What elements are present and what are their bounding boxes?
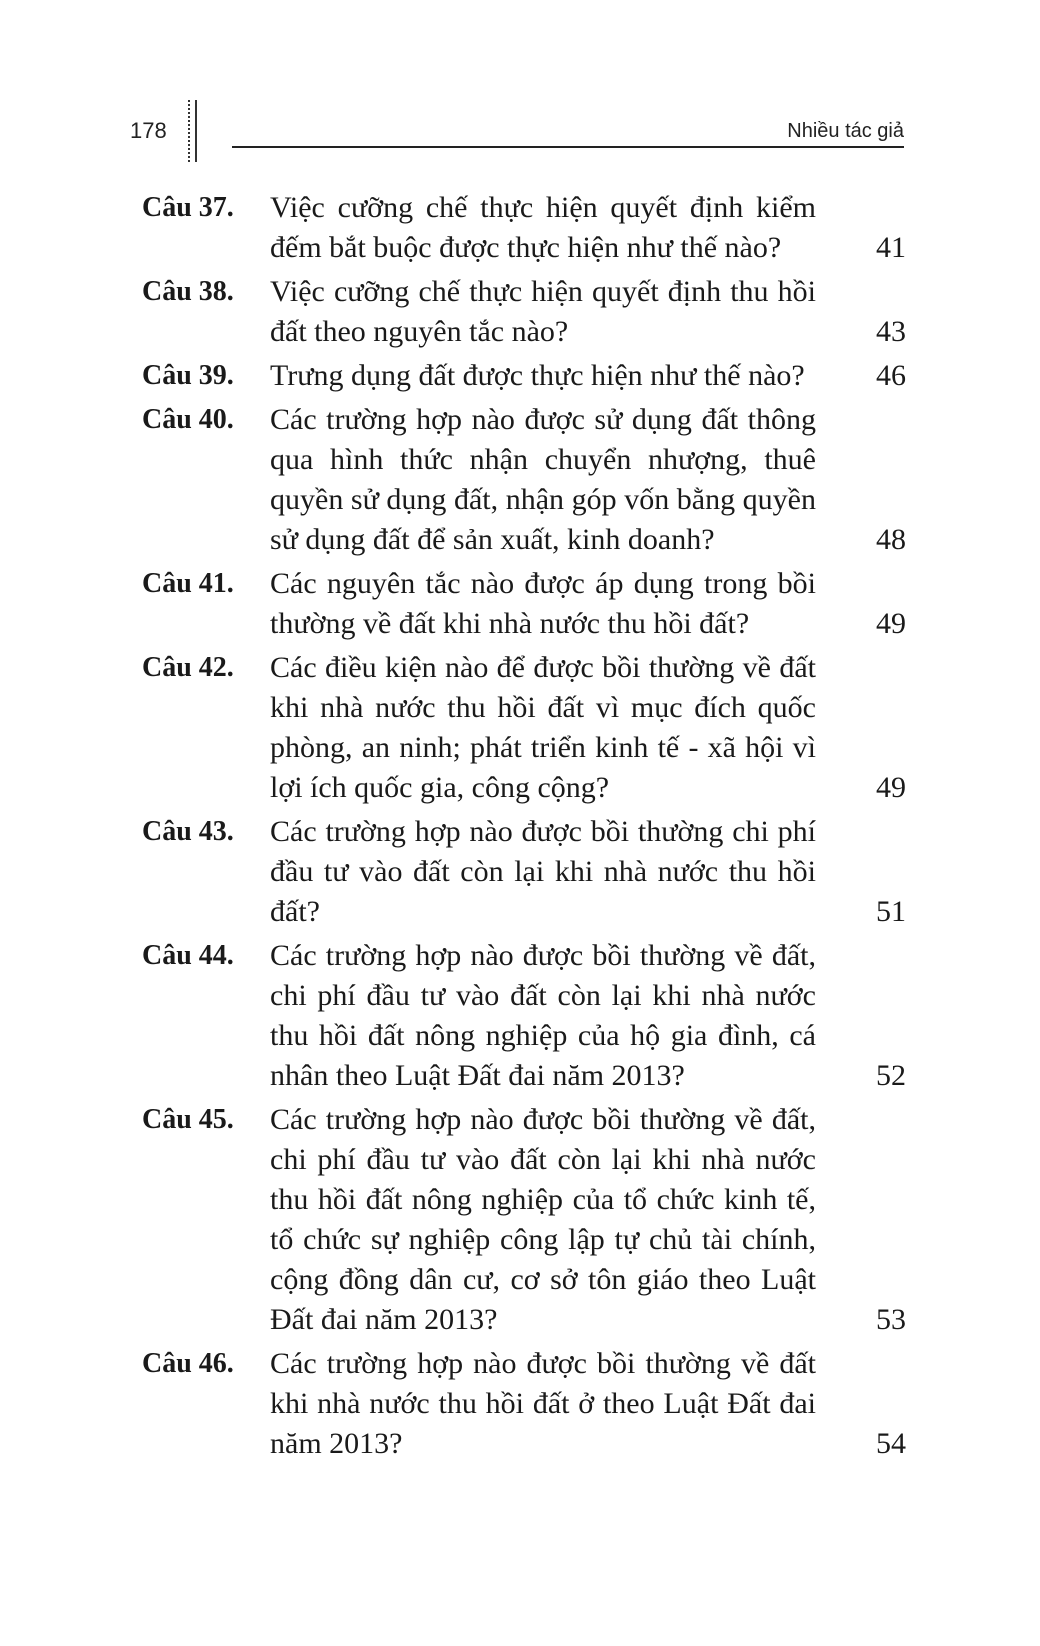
question-text: Các trường hợp nào được bồi thường về đất, chi phí đầu tư vào đất còn lại khi nhà nước thu hồi đất nông nghiệp của hộ gia đình, cá nhân theo Luật Đất đai năm 2013?: [270, 939, 816, 1092]
page-ref: 46: [876, 359, 906, 392]
toc-entry: [142, 812, 906, 932]
table-of-contents: [142, 188, 906, 1468]
question-label: Câu 39.: [142, 360, 234, 391]
question-text: Các trường hợp nào được bồi thường về đất, chi phí đầu tư vào đất còn lại khi nhà nước thu hồi đất nông nghiệp của tổ chức kinh tế, tổ chức sự nghiệp công lập tự chủ tài chính, cộng đồng dân cư, cơ sở tôn giáo theo Luật Đất đai năm 2013?: [270, 1103, 816, 1336]
question-label: Câu 43.: [142, 816, 234, 847]
question-text: Các nguyên tắc nào được áp dụng trong bồi thường về đất khi nhà nước thu hồi đất?: [270, 567, 816, 640]
page-ref: 49: [876, 607, 906, 640]
question-label: Câu 45.: [142, 1104, 234, 1135]
page-ref: 49: [876, 771, 906, 804]
question-label: Câu 41.: [142, 568, 234, 599]
page-ref: 51: [876, 895, 906, 928]
toc-entry: [142, 1344, 906, 1464]
question-text: Việc cưỡng chế thực hiện quyết định kiểm đếm bắt buộc được thực hiện như thế nào?: [270, 191, 816, 264]
toc-entry: [142, 188, 906, 268]
toc-entry: [142, 1100, 906, 1340]
page-ref: 43: [876, 315, 906, 348]
question-label: Câu 37.: [142, 192, 234, 223]
question-text: Các điều kiện nào để được bồi thường về đất khi nhà nước thu hồi đất vì mục đích quốc phòng, an ninh; phát triển kinh tế - xã hội vì lợi ích quốc gia, công cộng?: [270, 651, 816, 804]
question-text: Các trường hợp nào được sử dụng đất thông qua hình thức nhận chuyển nhượng, thuê quyền sử dụng đất, nhận góp vốn bằng quyền sử dụng đất để sản xuất, kinh doanh?: [270, 403, 816, 556]
page-ref: 41: [876, 231, 906, 264]
question-text: Các trường hợp nào được bồi thường chi phí đầu tư vào đất còn lại khi nhà nước thu hồi đất?: [270, 815, 816, 928]
question-label: Câu 44.: [142, 940, 234, 971]
header-rule: [232, 146, 904, 148]
question-text: Trưng dụng đất được thực hiện như thế nào?: [270, 359, 805, 392]
page-number: 178: [130, 118, 167, 143]
page-ref: 54: [876, 1427, 906, 1460]
header-ornament: [188, 100, 197, 162]
page-ref: 48: [876, 523, 906, 556]
page-ref: 53: [876, 1303, 906, 1336]
page-ref: 52: [876, 1059, 906, 1092]
question-text: Các trường hợp nào được bồi thường về đất khi nhà nước thu hồi đất ở theo Luật Đất đai năm 2013?: [270, 1347, 816, 1460]
toc-entry: [142, 564, 906, 644]
header-author: Nhiều tác giả: [787, 120, 904, 142]
toc-entry: [142, 400, 906, 560]
question-label: Câu 46.: [142, 1348, 234, 1379]
toc-entry: [142, 648, 906, 808]
question-label: Câu 38.: [142, 276, 234, 307]
question-label: Câu 40.: [142, 404, 234, 435]
toc-entry: [142, 272, 906, 352]
question-text: Việc cưỡng chế thực hiện quyết định thu hồi đất theo nguyên tắc nào?: [270, 275, 816, 348]
toc-entry: [142, 356, 906, 396]
question-label: Câu 42.: [142, 652, 234, 683]
toc-entry: [142, 936, 906, 1096]
